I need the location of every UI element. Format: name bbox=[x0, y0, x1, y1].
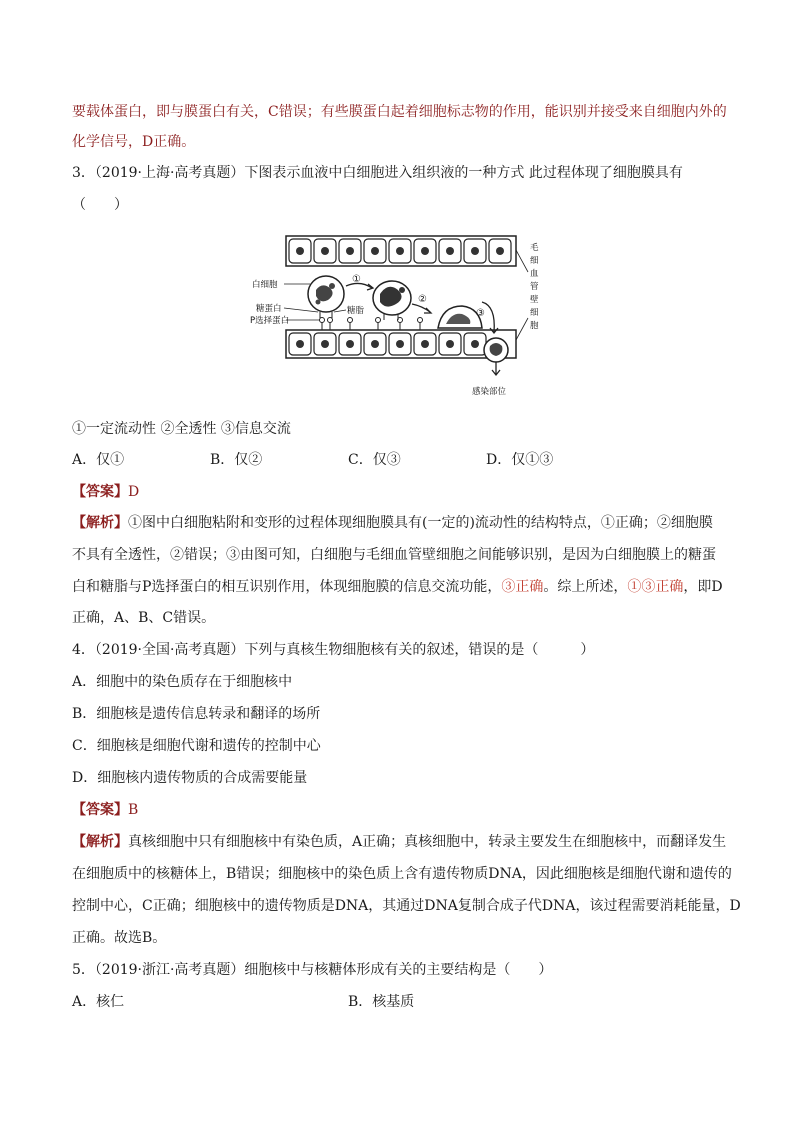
label-step2: ② bbox=[418, 294, 427, 305]
q3-answer-value: D bbox=[128, 484, 140, 500]
white-cell-4 bbox=[484, 338, 508, 362]
q3-analysis-line1: 【解析】①图中白细胞粘附和变形的过程体现细胞膜具有(一定的)流动性的结构特点，①正确；②细胞膜 bbox=[72, 515, 713, 531]
white-cell-migration-figure bbox=[250, 232, 550, 400]
label-glycolipid: 糖脂 bbox=[347, 306, 365, 316]
q3-option-c[interactable]: C．仅③ bbox=[348, 452, 401, 468]
q3-option-b[interactable]: B．仅② bbox=[210, 452, 263, 468]
q4-analysis-line4: 正确。故选B。 bbox=[72, 930, 167, 946]
q4-stem: 4．（2019·全国·高考真题）下列与真核生物细胞核有关的叙述，错误的是（ ） bbox=[72, 642, 595, 658]
p-selectin-receptors bbox=[320, 318, 423, 331]
svg-text:毛: 毛 bbox=[530, 243, 539, 253]
q3-stem: 3．（2019·上海·高考真题）下图表示血液中白细胞进入组织液的一种方式 此过程体现了细胞膜具有 bbox=[72, 165, 683, 181]
bottom-endothelial-row bbox=[286, 330, 516, 358]
label-p-selectin: P选择蛋白 bbox=[250, 316, 290, 326]
q5-option-a[interactable]: A．核仁 bbox=[72, 994, 125, 1010]
q3-answer-tag: 【答案】 bbox=[72, 484, 128, 500]
white-cell-2 bbox=[373, 281, 411, 320]
svg-text:管: 管 bbox=[530, 282, 539, 292]
svg-text:壁: 壁 bbox=[530, 295, 539, 305]
q4-option-c[interactable]: C．细胞核是细胞代谢和遗传的控制中心 bbox=[72, 738, 321, 754]
q3-blank: （ ） bbox=[72, 197, 128, 213]
label-white-cell: 白细胞 bbox=[252, 280, 278, 290]
label-infection-site: 感染部位 bbox=[472, 387, 507, 397]
top-endothelial-row bbox=[286, 236, 516, 266]
q3-items: ①一定流动性 ②全透性 ③信息交流 bbox=[72, 421, 291, 437]
q4-option-b[interactable]: B．细胞核是遗传信息转录和翻译的场所 bbox=[72, 706, 321, 722]
label-capillary-wall bbox=[530, 243, 539, 331]
q4-analysis-line3: 控制中心，C正确；细胞核中的遗传物质是DNA，其通过DNA复制合成子代DNA，该过程需要消耗能量，D bbox=[72, 898, 741, 914]
q4-answer bbox=[72, 795, 724, 825]
q4-analysis-line1: 【解析】真核细胞中只有细胞核中有染色质，A正确；真核细胞中，转录主要发生在细胞核中，而翻译发生 bbox=[72, 834, 727, 850]
label-step3: ③ bbox=[476, 308, 485, 319]
label-glycoprotein: 糖蛋白 bbox=[256, 304, 282, 314]
q3-analysis-tag: 【解析】 bbox=[72, 515, 128, 531]
svg-text:胞: 胞 bbox=[530, 321, 539, 331]
q2-analysis-line1: 要载体蛋白，即与膜蛋白有关，C错误；有些膜蛋白起着细胞标志物的作用，能识别并接受来自细胞内外的 bbox=[72, 104, 727, 120]
q3-answer bbox=[72, 477, 724, 507]
svg-text:细: 细 bbox=[530, 256, 539, 266]
label-step1: ① bbox=[352, 274, 361, 285]
q3-analysis-line4: 正确，A、B、C错误。 bbox=[72, 610, 216, 626]
q5-stem: 5．（2019·浙江·高考真题）细胞核中与核糖体形成有关的主要结构是（ ） bbox=[72, 962, 553, 978]
q4-answer-tag: 【答案】 bbox=[72, 802, 128, 818]
q3-analysis-line2: 不具有全透性，②错误；③由图可知，白细胞与毛细血管壁细胞之间能够识别，是因为白细胞膜上的糖蛋 bbox=[72, 547, 716, 563]
q4-option-d[interactable]: D．细胞核内遗传物质的合成需要能量 bbox=[72, 770, 308, 786]
svg-text:血: 血 bbox=[530, 269, 539, 279]
q4-analysis-tag: 【解析】 bbox=[72, 834, 128, 850]
q4-option-a[interactable]: A．细胞中的染色质存在于细胞核中 bbox=[72, 674, 293, 690]
svg-text:细: 细 bbox=[530, 308, 539, 318]
q3-option-a[interactable]: A．仅① bbox=[72, 452, 125, 468]
q3-option-d[interactable]: D．仅①③ bbox=[486, 452, 554, 468]
q2-analysis-line2: 化学信号，D正确。 bbox=[72, 134, 196, 150]
q5-option-b[interactable]: B．核基质 bbox=[348, 994, 415, 1010]
q4-answer-value: B bbox=[128, 802, 139, 818]
q3-analysis-line3: 白和糖脂与P选择蛋白的相互识别作用，体现细胞膜的信息交流功能，③正确。综上所述，①③正确，即D bbox=[72, 579, 723, 595]
q4-analysis-line2: 在细胞质中的核糖体上，B错误；细胞核中的染色质上含有遗传物质DNA，因此细胞核是细胞代谢和遗传的 bbox=[72, 866, 732, 882]
